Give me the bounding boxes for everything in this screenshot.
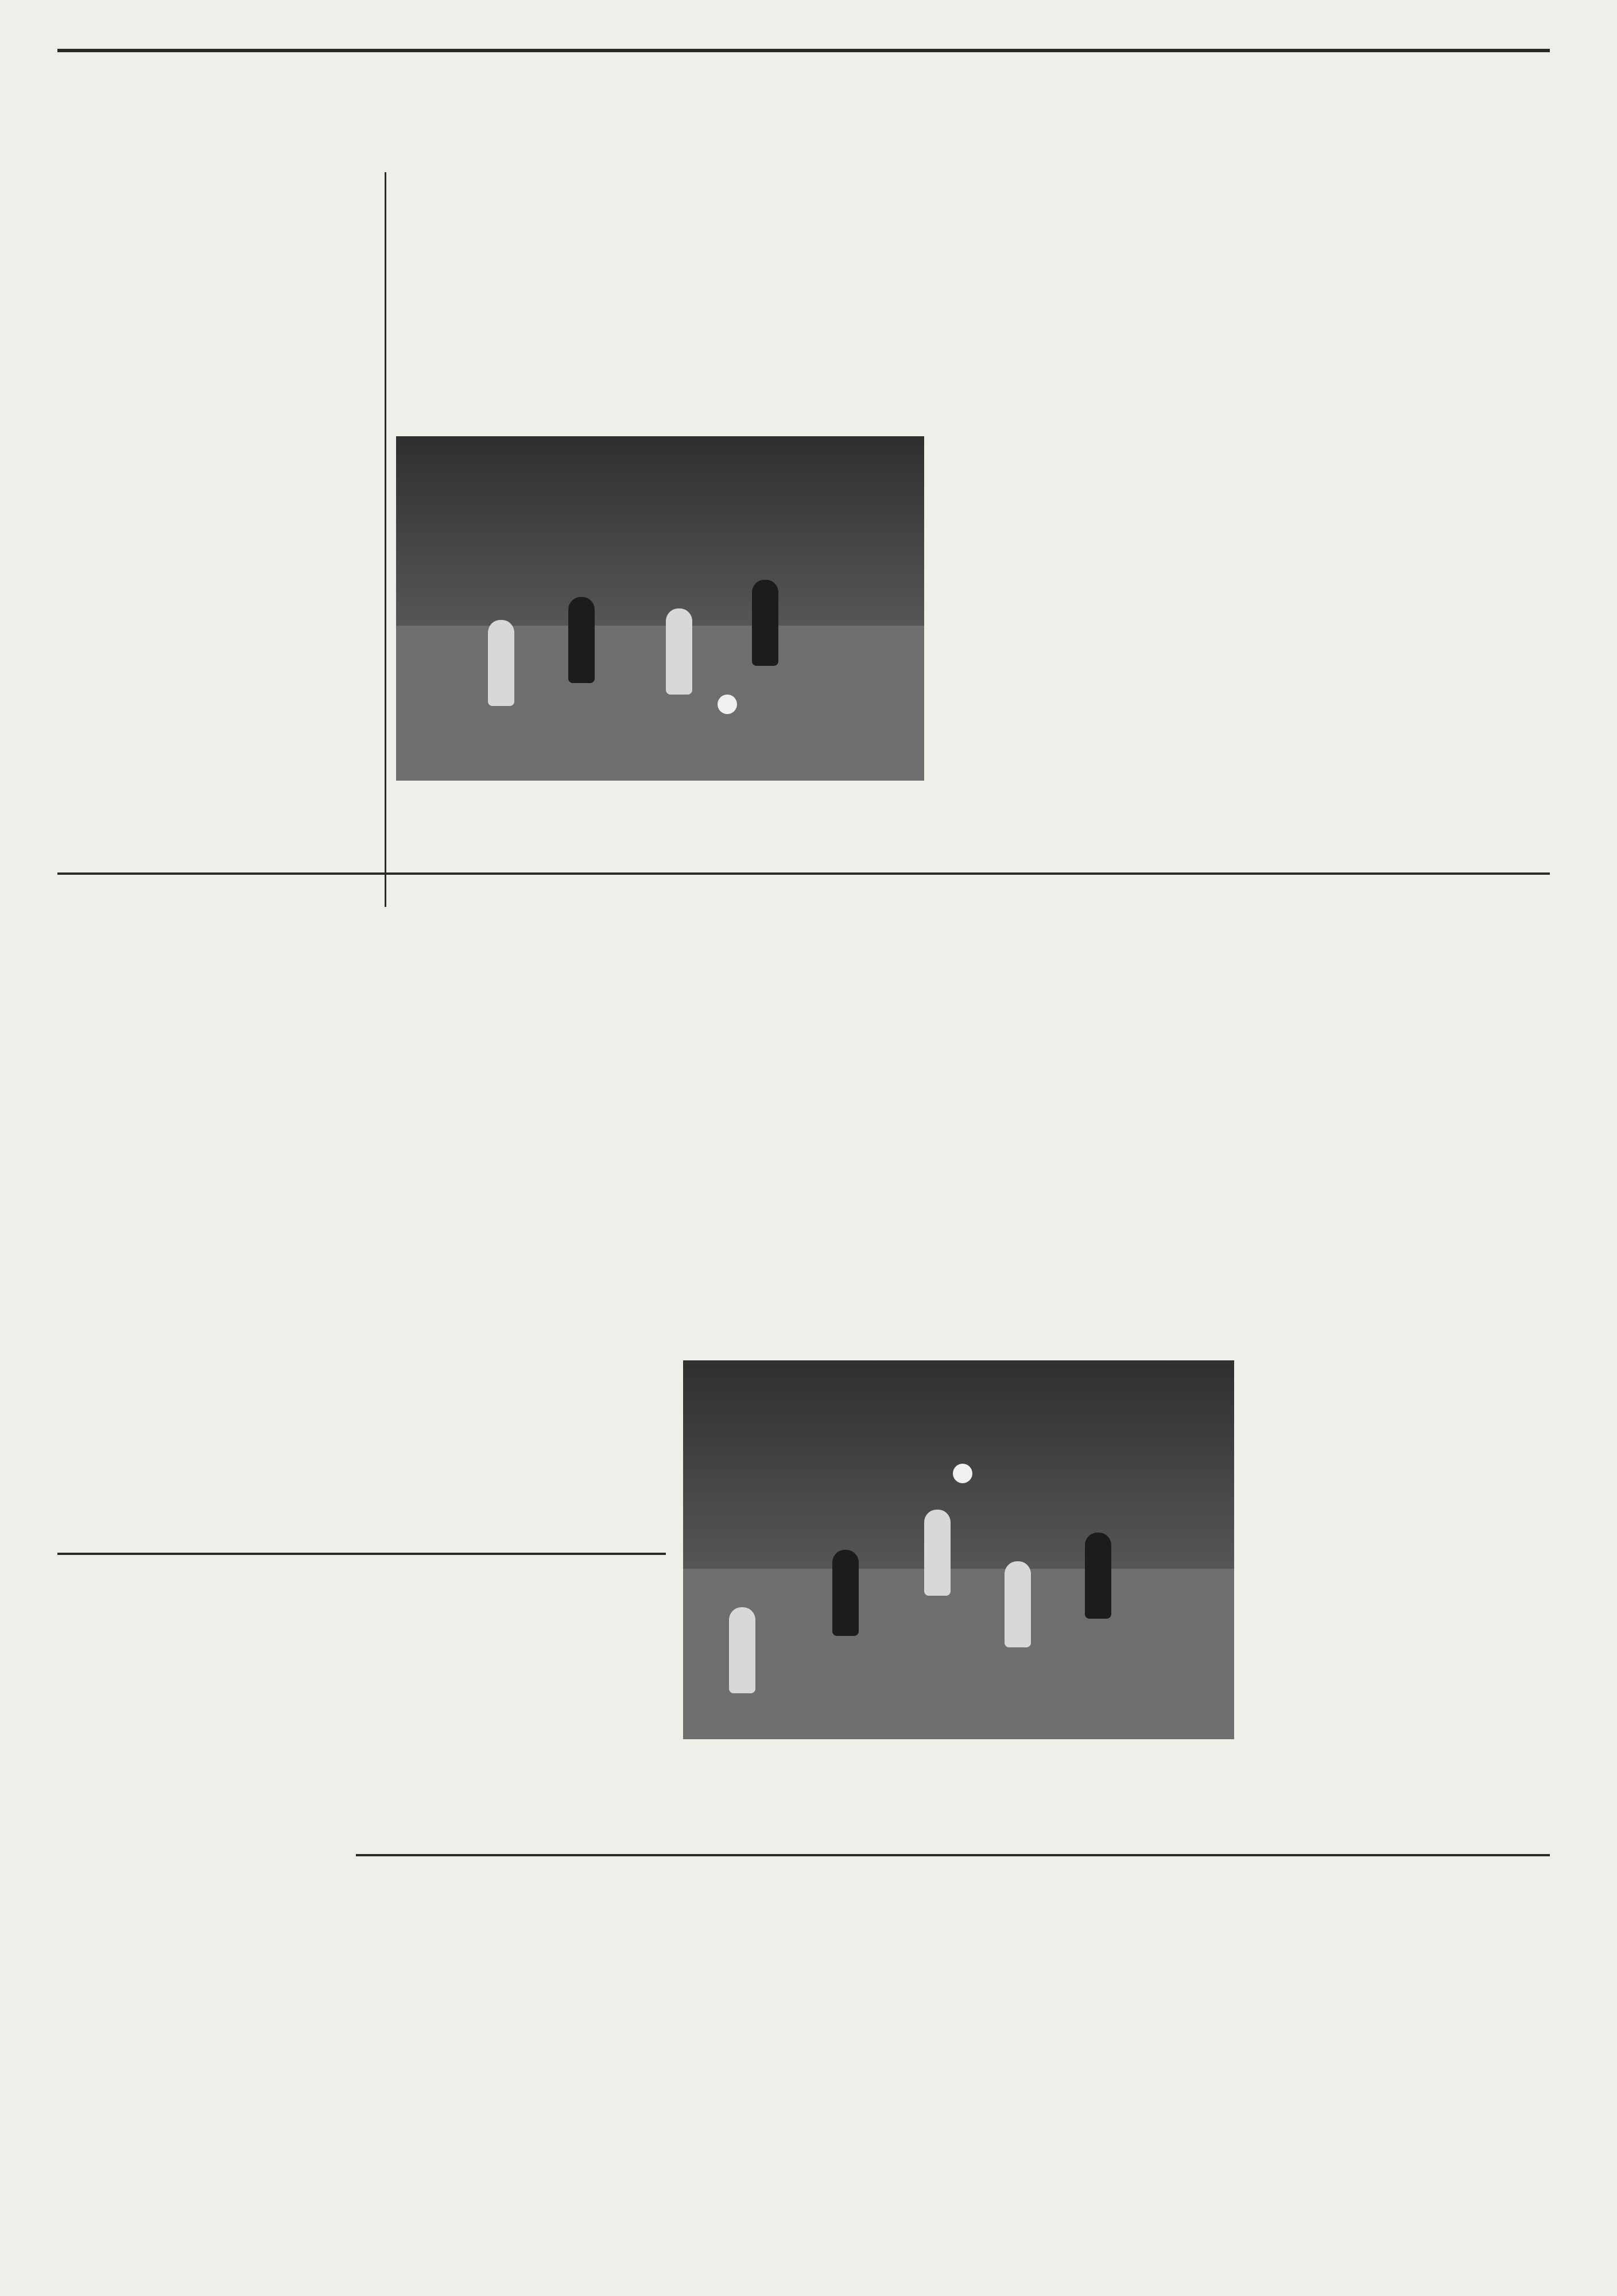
section-rule-left xyxy=(57,872,953,875)
article-5-body xyxy=(367,1934,666,2279)
top-rule xyxy=(57,49,1550,52)
article-1-body-col2 xyxy=(1257,184,1550,620)
article-3-lineups xyxy=(1257,1665,1550,1820)
article-5-body-col3 xyxy=(976,1863,1251,2279)
article-5-body-col2 xyxy=(672,1934,970,2279)
article-2-lineups xyxy=(660,1154,953,1320)
match-photo-2 xyxy=(683,1360,1234,1739)
article-4-lineups xyxy=(356,1653,654,1756)
article-1-body xyxy=(953,298,1240,832)
article-1-reserves xyxy=(1257,786,1550,827)
page-banner-title xyxy=(379,57,1538,172)
article-2-body-col2 xyxy=(350,1016,649,1722)
section-rule-right xyxy=(953,872,1550,875)
section-rule-sofia xyxy=(356,1854,1550,1856)
article-4-body xyxy=(57,1653,344,2279)
article-2-reserves xyxy=(660,1320,953,1366)
section-rule-keeper xyxy=(57,1553,666,1555)
article-2-body xyxy=(57,959,344,1722)
article-4-reserves xyxy=(356,1762,654,1802)
article-1-lineups xyxy=(1257,626,1550,781)
article-2-body-col3 xyxy=(660,953,953,1148)
article-1-intro-text xyxy=(393,178,692,396)
standings-intro xyxy=(57,161,379,379)
match-photo-1 xyxy=(396,436,924,781)
article-3-body-col2 xyxy=(1257,976,1550,1653)
column-rule xyxy=(385,172,386,907)
article-5-body-col4 xyxy=(1257,1871,1550,2279)
standings-block xyxy=(57,57,379,907)
article-3-body xyxy=(964,976,1251,1320)
photo-1-caption xyxy=(396,786,924,861)
photo-2-caption xyxy=(683,1745,1234,1808)
